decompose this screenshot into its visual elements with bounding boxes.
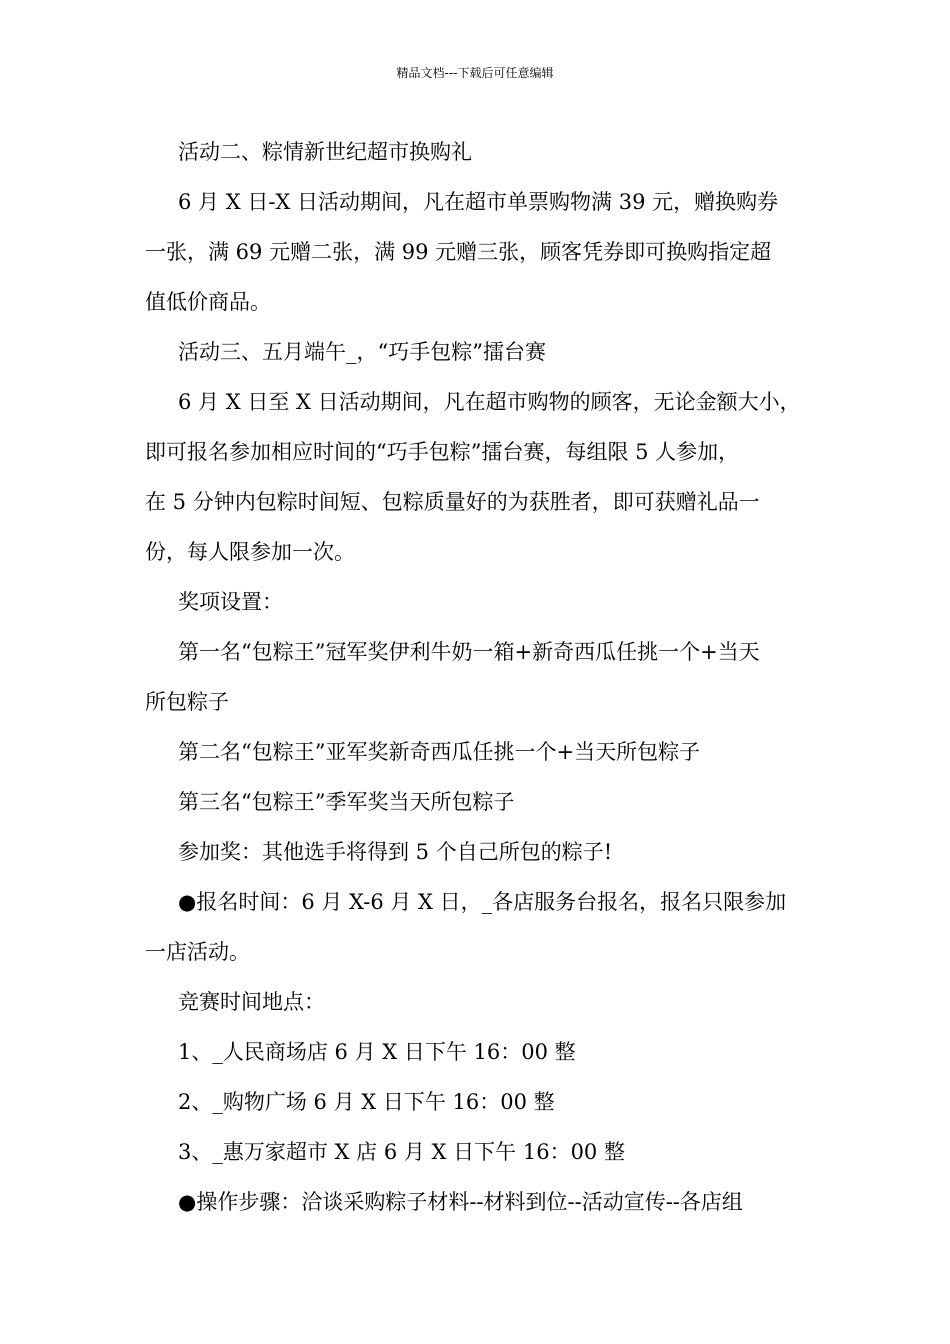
text-line: 6 月 X 日-X 日活动期间，凡在超市单票购物满 39 元，赠换购券 (178, 190, 779, 214)
text-line: 份，每人限参加一次。 (145, 540, 355, 564)
text-line: 一店活动。 (145, 940, 250, 964)
text-line: 奖项设置： (178, 590, 283, 614)
text-line: 活动三、五月端午_，“巧手包粽”擂台赛 (178, 340, 546, 364)
text-line: 第二名“包粽王”亚军奖新奇西瓜任挑一个+当天所包粽子 (178, 740, 701, 764)
text-line: 6 月 X 日至 X 日活动期间，凡在超市购物的顾客，无论金额大小， (178, 390, 801, 414)
text-line: 第三名“包粽王”季军奖当天所包粽子 (178, 790, 515, 814)
text-line: 第一名“包粽王”冠军奖伊利牛奶一箱+新奇西瓜任挑一个+当天 (178, 640, 760, 664)
text-line: 一张，满 69 元赠二张，满 99 元赠三张，顾客凭券即可换购指定超 (145, 240, 772, 264)
text-line: 1、_人民商场店 6 月 X 日下午 16：00 整 (178, 1040, 576, 1064)
text-line: 2、_购物广场 6 月 X 日下午 16：00 整 (178, 1090, 555, 1114)
text-line: ●操作步骤：洽谈采购粽子材料--材料到位--活动宣传--各店组 (178, 1190, 743, 1214)
text-line: ●报名时间：6 月 X-6 月 X 日，_各店服务台报名，报名只限参加 (178, 890, 787, 914)
text-line: 即可报名参加相应时间的“巧手包粽”擂台赛，每组限 5 人参加， (145, 440, 740, 464)
text-line: 竞赛时间地点： (178, 990, 325, 1014)
text-line: 参加奖：其他选手将得到 5 个自己所包的粽子! (178, 840, 613, 864)
text-line: 在 5 分钟内包粽时间短、包粽质量好的为获胜者，即可获赠礼品一 (145, 490, 760, 514)
text-line: 所包粽子 (145, 690, 229, 714)
page-header: 精品文档---下载后可任意编辑 (396, 66, 554, 80)
text-line: 值低价商品。 (145, 290, 271, 314)
text-line: 3、_惠万家超市 X 店 6 月 X 日下午 16：00 整 (178, 1140, 625, 1164)
text-line: 活动二、粽情新世纪超市换购礼 (178, 140, 472, 164)
document-body (145, 127, 815, 1227)
